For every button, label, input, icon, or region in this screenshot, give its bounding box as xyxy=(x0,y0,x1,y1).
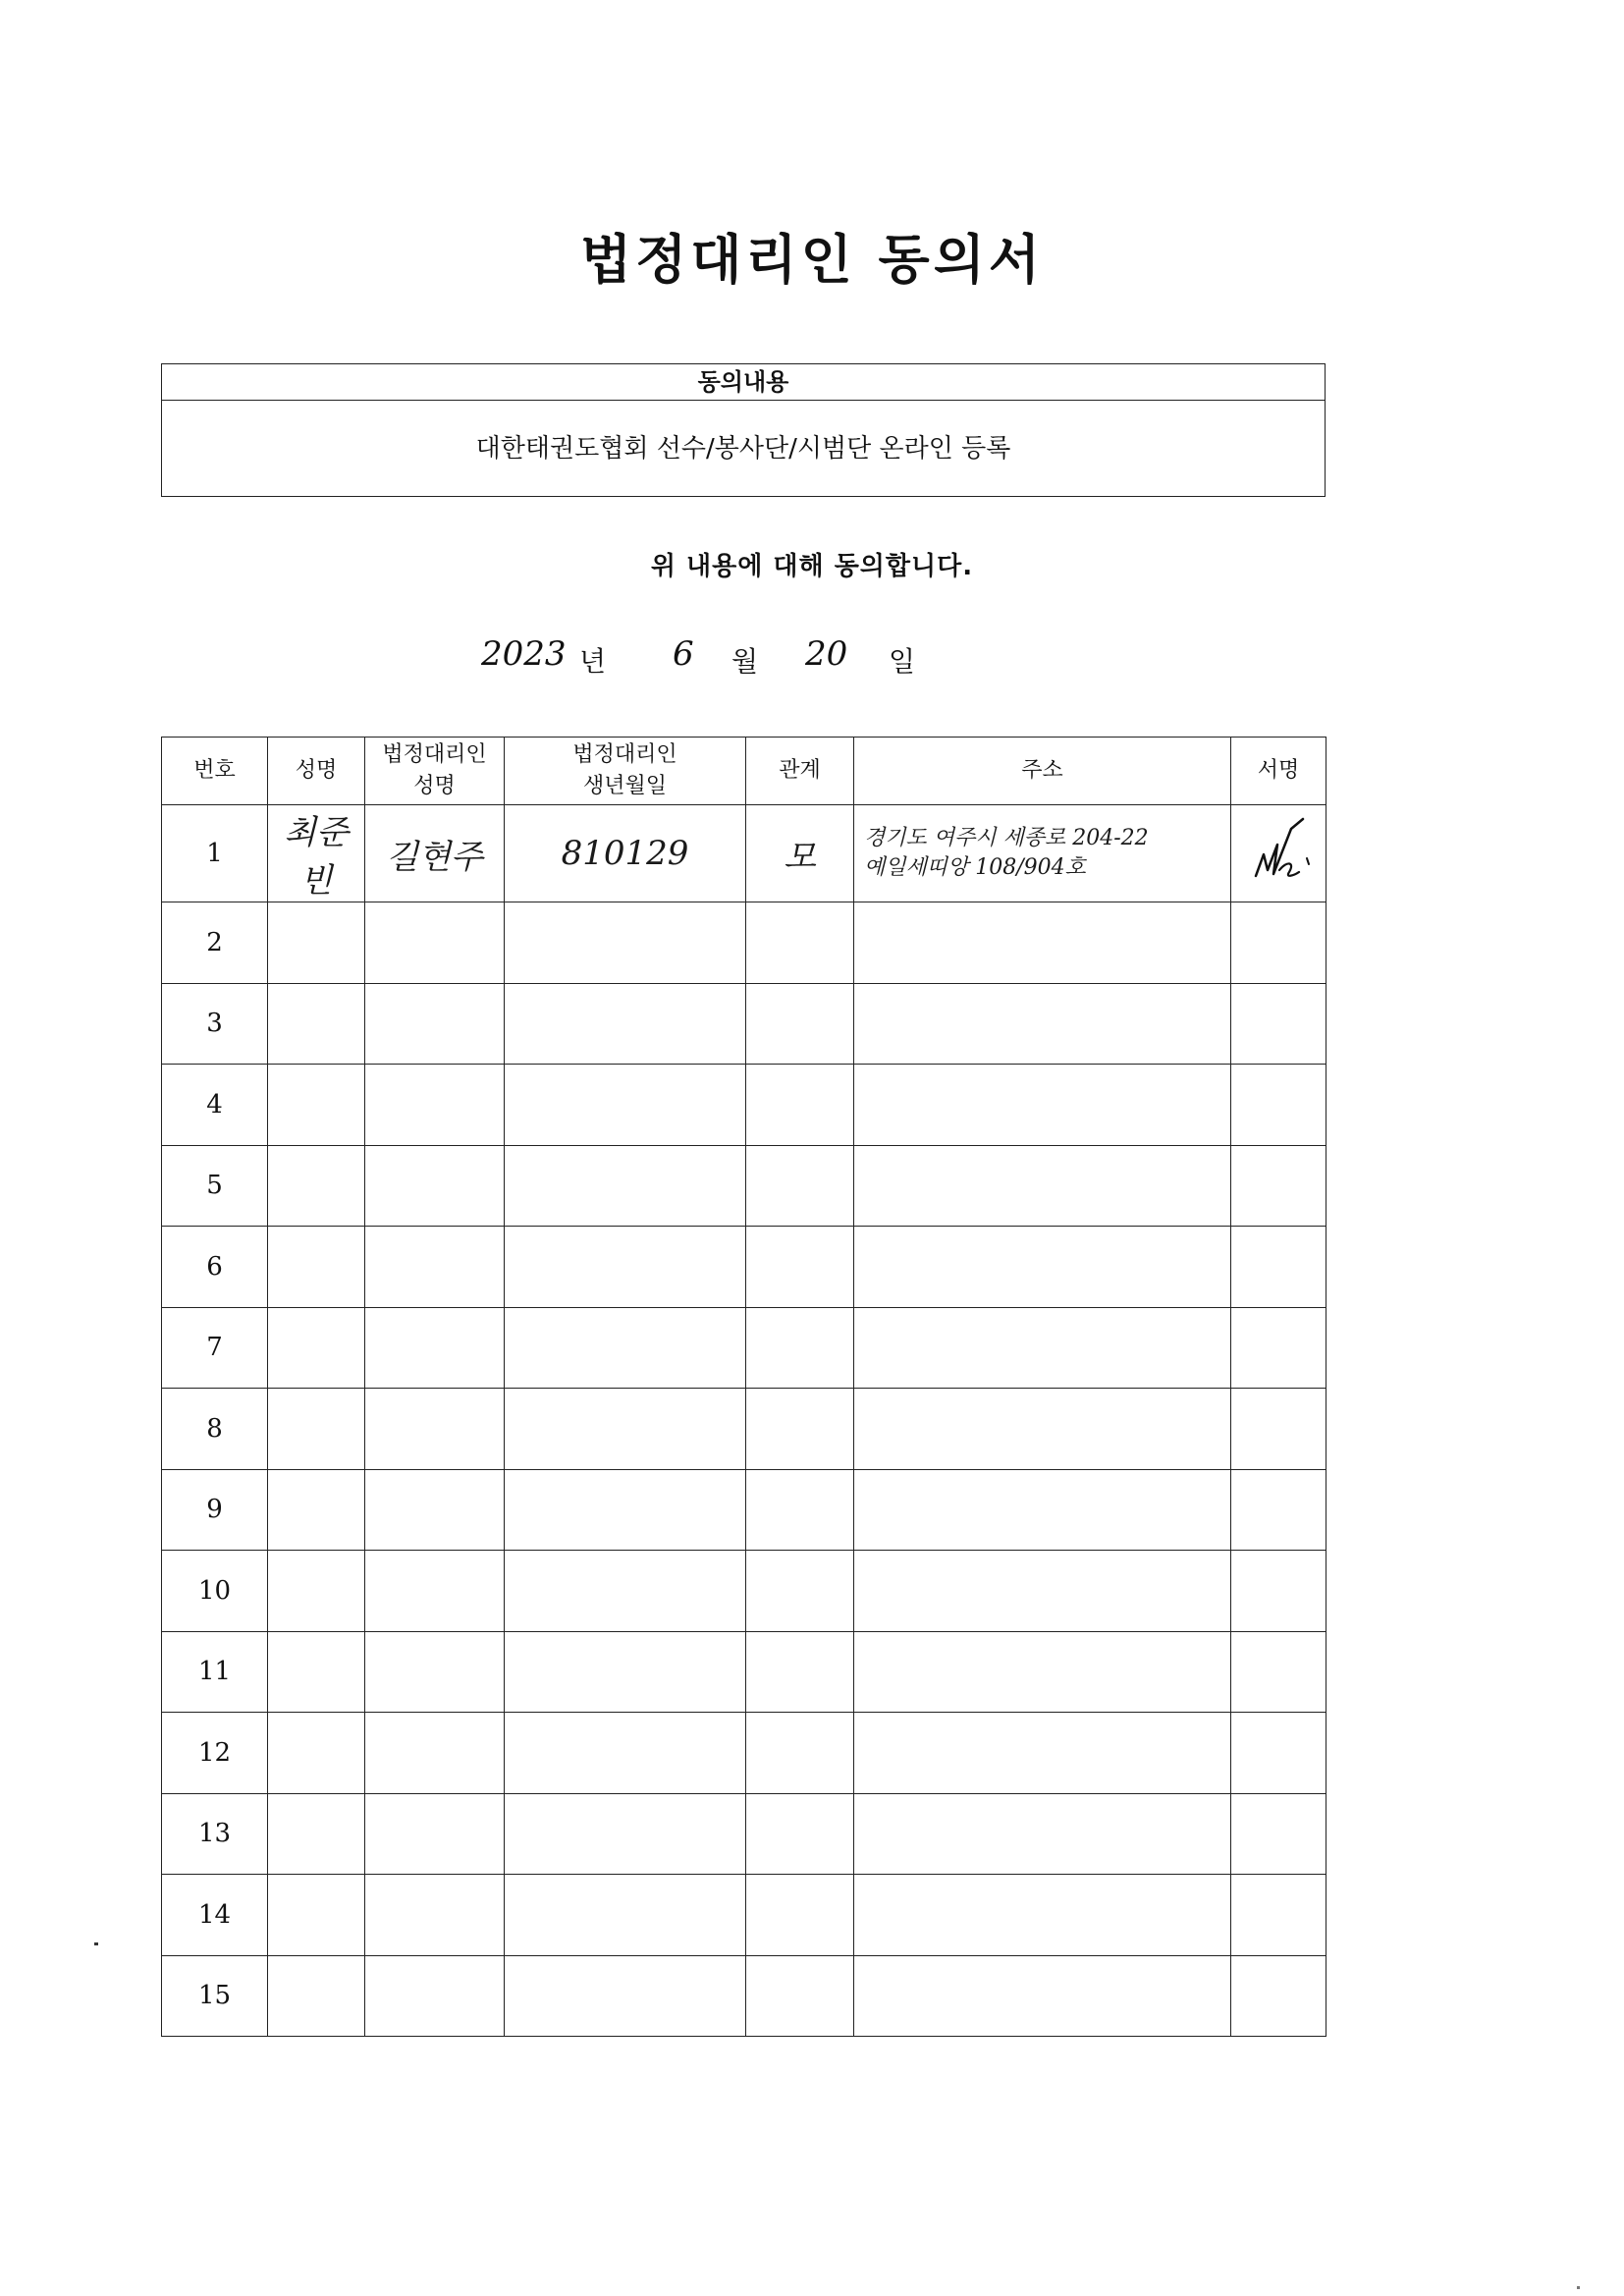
cell-no: 5 xyxy=(162,1145,268,1227)
header-address: 주소 xyxy=(854,738,1231,805)
cell-no: 9 xyxy=(162,1469,268,1551)
guardian-table xyxy=(161,737,1326,2037)
header-signature: 서명 xyxy=(1231,738,1326,805)
table-row xyxy=(162,1389,1326,1470)
date-month: 6 xyxy=(673,634,694,674)
header-guardian-name xyxy=(365,738,505,805)
cell-guardian-name xyxy=(365,805,505,902)
cell-no: 13 xyxy=(162,1793,268,1875)
date-day-unit: 일 xyxy=(889,645,916,678)
consent-box xyxy=(161,363,1326,497)
date-month-unit: 월 xyxy=(731,645,759,678)
table-row xyxy=(162,983,1326,1065)
header-guardian-birth-line1: 법정대리인 xyxy=(572,742,677,767)
table-row xyxy=(162,1551,1326,1632)
cell-address xyxy=(854,805,1231,902)
handwritten-relation: 모 xyxy=(784,837,816,877)
cell-name xyxy=(268,805,365,902)
cell-signature xyxy=(1231,805,1326,902)
consent-header: 동의내용 xyxy=(162,364,1325,401)
handwritten-address-line1: 경기도 여주시 세종로 204-22 xyxy=(864,826,1149,850)
table-row xyxy=(162,805,1326,902)
cell-no: 7 xyxy=(162,1307,268,1389)
cell-no: 10 xyxy=(162,1551,268,1632)
table-row xyxy=(162,1713,1326,1794)
table-row xyxy=(162,1065,1326,1146)
table-row xyxy=(162,1955,1326,2037)
cell-no: 2 xyxy=(162,902,268,984)
cell-no: 1 xyxy=(162,805,268,902)
date-year: 2023 xyxy=(481,634,567,674)
handwritten-guardian-birth: 810129 xyxy=(561,834,689,873)
header-guardian-birth-line2: 생년월일 xyxy=(582,774,667,798)
signature-drawing xyxy=(1234,815,1323,892)
handwritten-name: 최준빈 xyxy=(284,813,349,901)
cell-guardian-birth xyxy=(505,805,746,902)
document-title: 법정대리인 동의서 xyxy=(579,229,1045,291)
header-guardian-name-line1: 법정대리인 xyxy=(382,742,487,767)
cell-no: 8 xyxy=(162,1389,268,1470)
table-row xyxy=(162,1875,1326,1956)
agree-statement: 위 내용에 대해 동의합니다. xyxy=(650,552,974,581)
cell-no: 11 xyxy=(162,1631,268,1713)
cell-no: 4 xyxy=(162,1065,268,1146)
table-row xyxy=(162,1227,1326,1308)
cell-relation xyxy=(746,805,854,902)
table-row xyxy=(162,1307,1326,1389)
cell-no: 6 xyxy=(162,1227,268,1308)
header-guardian-birth xyxy=(505,738,746,805)
consent-content: 대한태권도협회 선수/봉사단/시범단 온라인 등록 xyxy=(475,434,1011,464)
header-no: 번호 xyxy=(162,738,268,805)
header-guardian-name-line2: 성명 xyxy=(413,774,456,798)
cell-no: 14 xyxy=(162,1875,268,1956)
table-row xyxy=(162,1631,1326,1713)
cell-no: 12 xyxy=(162,1713,268,1794)
header-name: 성명 xyxy=(268,738,365,805)
scan-speck xyxy=(94,1942,98,1945)
handwritten-address-line2: 예일세띠앙 108/904호 xyxy=(864,855,1086,880)
date-year-unit: 년 xyxy=(579,645,607,678)
cell-no: 3 xyxy=(162,983,268,1065)
date-day: 20 xyxy=(805,634,848,674)
table-row xyxy=(162,1145,1326,1227)
table-row xyxy=(162,1793,1326,1875)
date-line xyxy=(471,629,1159,687)
header-relation: 관계 xyxy=(746,738,854,805)
cell-no: 15 xyxy=(162,1955,268,2037)
handwritten-guardian-name: 길현주 xyxy=(386,837,483,877)
table-header-row xyxy=(162,738,1326,805)
table-row xyxy=(162,902,1326,984)
scan-speck xyxy=(1577,2286,1580,2289)
table-row xyxy=(162,1469,1326,1551)
